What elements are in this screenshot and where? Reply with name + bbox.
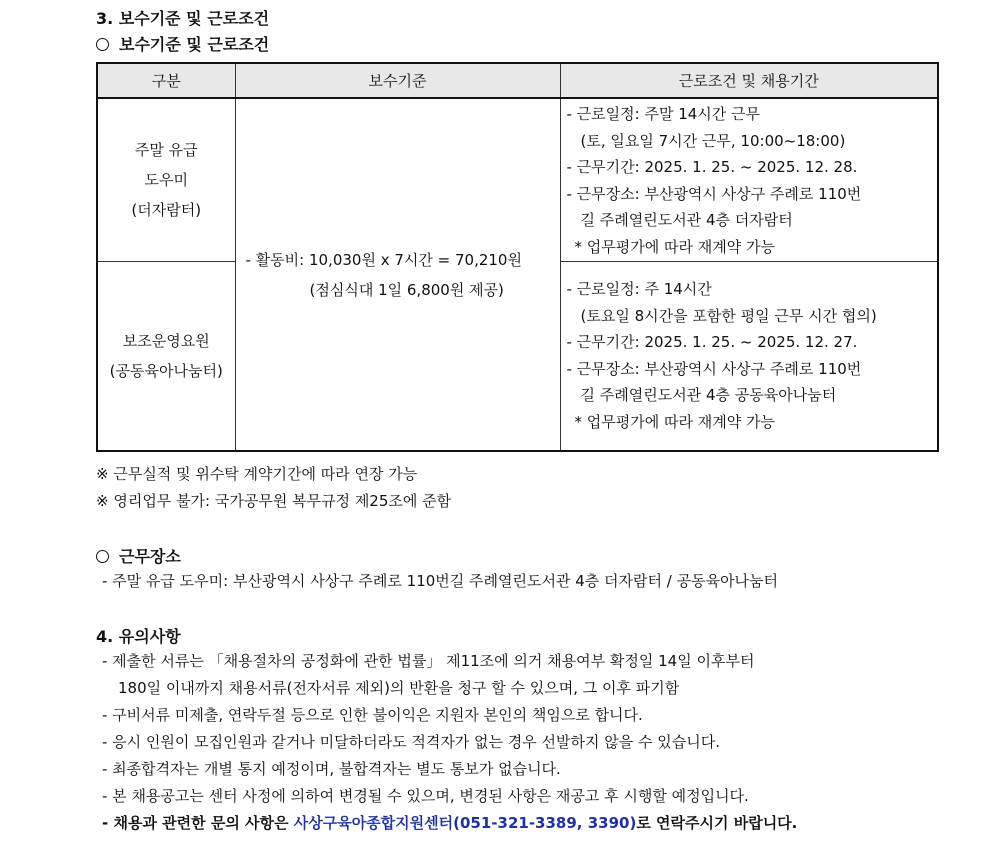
list-item: - 구비서류 미제출, 연락두절 등으로 인한 불이익은 지원자 본인의 책임으로 합니다. (102, 706, 643, 724)
contact-line (102, 812, 797, 833)
category-line: (더자람터) (131, 200, 202, 219)
section3-subtitle (96, 32, 269, 55)
condition-line: - 근로일정: 주말 14시간 근무 (566, 105, 761, 123)
table-row (97, 98, 938, 261)
pay-cell (235, 98, 560, 451)
condition-line: - 근로일정: 주 14시간 (566, 280, 712, 299)
list-item: - 본 채용공고는 센터 사정에 의하여 변경될 수 있으며, 변경된 사항은 재공고 후 시행할 예정입니다. (102, 787, 749, 805)
category-line: 보조운영요원 (122, 331, 210, 350)
category-line: (공동육아나눔터) (109, 361, 223, 380)
category-line: 도우미 (144, 170, 188, 189)
list-item: - 응시 인원이 모집인원과 같거나 미달하더라도 적격자가 없는 경우 선발하지 않을 수 있습니다. (102, 733, 721, 751)
circle-bullet-icon (96, 38, 109, 51)
condition-line: (토, 일요일 7시간 근무, 10:00~18:00) (580, 131, 846, 150)
workplace-title-text: 근무장소 (119, 547, 181, 566)
contact-suffix: 로 연락주시기 바랍니다. (636, 814, 798, 832)
condition-line: - 근무기간: 2025. 1. 25. ~ 2025. 12. 28. (566, 158, 858, 177)
pay-note: (점심식대 1일 6,800원 제공) (309, 280, 504, 299)
condition-line: - 근무장소: 부산광역시 사상구 주례로 110번 (566, 184, 862, 203)
table-header-row (97, 63, 938, 98)
condition-line: 길 주례열린도서관 4층 더자람터 (580, 211, 793, 230)
header-conditions: 근로조건 및 채용기간 (560, 63, 938, 98)
list-item: 180일 이내까지 채용서류(전자서류 제외)의 반환을 청구 할 수 있으며, 그 이후 파기함 (118, 679, 680, 697)
condition-line: * 업무평가에 따라 재계약 가능 (574, 237, 775, 256)
conditions-cell (560, 98, 938, 261)
contact-prefix: - 채용과 관련한 문의 사항은 (102, 814, 294, 832)
condition-line: - 근무장소: 부산광역시 사상구 주례로 110번 (566, 359, 862, 378)
condition-line: * 업무평가에 따라 재계약 가능 (574, 413, 775, 431)
condition-line: (토요일 8시간을 포함한 평일 근무 시간 협의) (580, 306, 877, 325)
pay-line: - 활동비: 10,030원 x 7시간 = 70,210원 (245, 250, 522, 269)
category-cell (97, 98, 235, 261)
contact-org: 사상구육아종합지원센터(051-321-3389, 3390) (293, 814, 637, 832)
list-item: - 제출한 서류는 「채용절차의 공정화에 관한 법률」 제11조에 의거 채용여부 확정일 14일 이후부터 (102, 652, 755, 670)
condition-line: - 근무기간: 2025. 1. 25. ~ 2025. 12. 27. (566, 333, 858, 352)
workplace-line: - 주말 유급 도우미: 부산광역시 사상구 주례로 110번길 주례열린도서관 4층 더자람터 / 공동육아나눔터 (102, 572, 779, 590)
circle-bullet-icon (96, 550, 109, 563)
conditions-cell (560, 261, 938, 451)
conditions-table (96, 62, 939, 452)
note-line: ※ 영리업무 불가: 국가공무원 복무규정 제25조에 준함 (96, 492, 452, 510)
workplace-title (96, 544, 181, 567)
section3-title: 3. 보수기준 및 근로조건 (96, 9, 270, 28)
category-cell (97, 261, 235, 451)
header-category: 구분 (97, 63, 235, 98)
note-line: ※ 근무실적 및 위수탁 계약기간에 따라 연장 가능 (96, 465, 418, 483)
category-line: 주말 유급 (134, 140, 198, 159)
section4-title: 4. 유의사항 (96, 627, 181, 646)
header-pay: 보수기준 (235, 63, 560, 98)
subtitle-text: 보수기준 및 근로조건 (119, 35, 270, 54)
list-item: - 최종합격자는 개별 통지 예정이며, 불합격자는 별도 통보가 없습니다. (102, 760, 561, 778)
condition-line: 길 주례열린도서관 4층 공동육아나눔터 (580, 386, 837, 405)
